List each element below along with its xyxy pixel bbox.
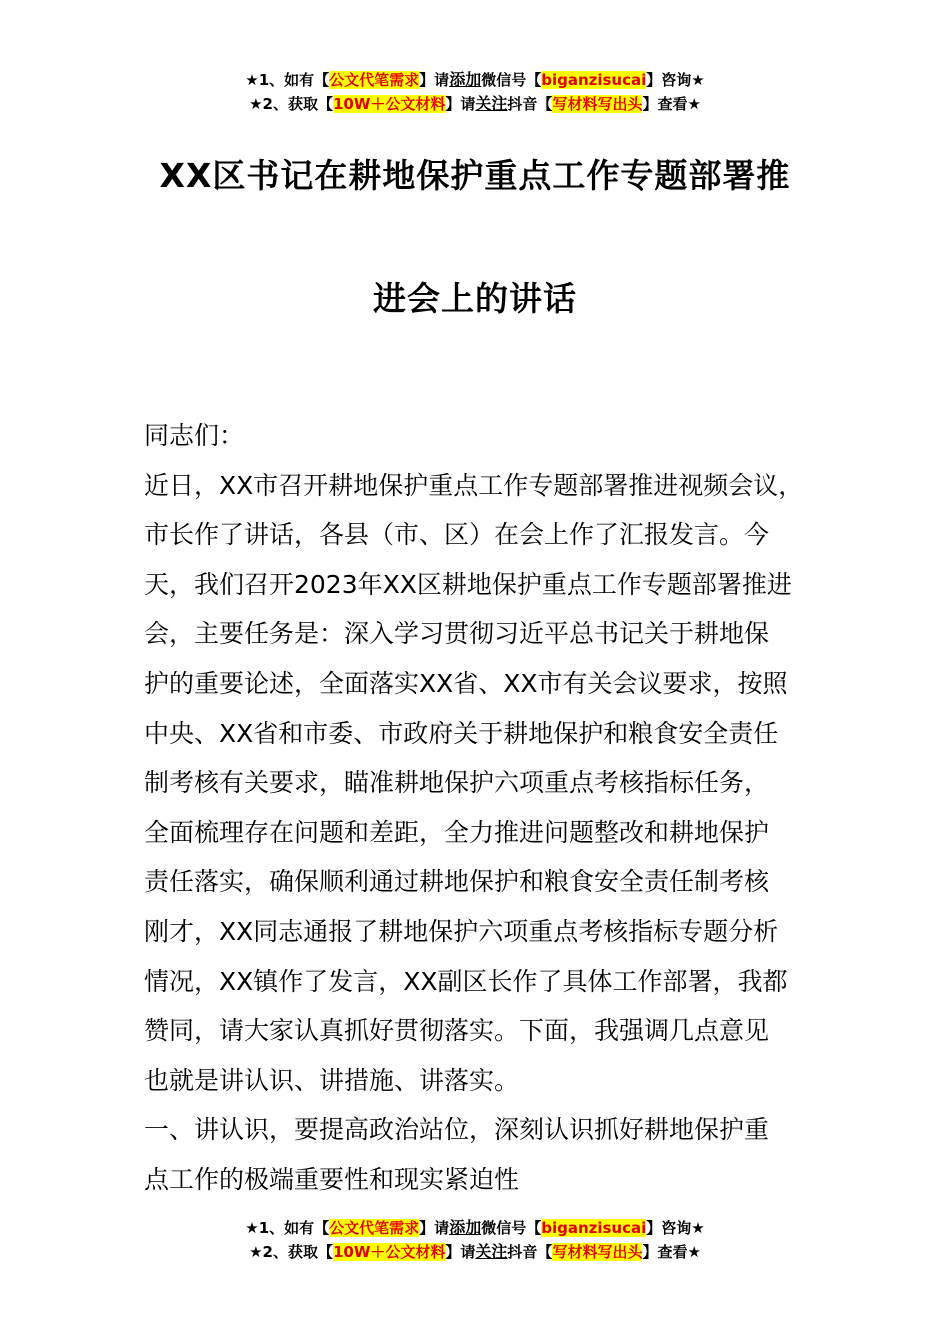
body-line: 全面梳理存在问题和差距，全力推进问题整改和耕地保护 bbox=[144, 817, 770, 847]
body-line: 天，我们召开2023年XX区耕地保护重点工作专题部署推进 bbox=[144, 569, 792, 599]
douyin-account: 写材料写出头 bbox=[552, 95, 643, 113]
body-line: 近日，XX市召开耕地保护重点工作专题部署推进视频会议， bbox=[144, 470, 804, 500]
promo-text: 】请 bbox=[445, 1243, 476, 1261]
body-line: 中央、XX省和市委、市政府关于耕地保护和粮食安全责任 bbox=[144, 718, 779, 748]
body-line: 会，主要任务是：深入学习贯彻习近平总书记关于耕地保 bbox=[144, 619, 770, 649]
promo-text: ★2、获取【 bbox=[249, 1243, 333, 1261]
section-heading-line: 点工作的极端重要性和现实紧迫性 bbox=[144, 1164, 520, 1194]
promo-text: 】查看★ bbox=[642, 1243, 701, 1261]
body-line: 也就是讲认识、讲措施、讲落实。 bbox=[144, 1065, 520, 1095]
document-title-line-1: XX区书记在耕地保护重点工作专题部署推 bbox=[159, 156, 791, 195]
promo-banner-bottom bbox=[0, 1216, 950, 1264]
promo-text: 】请 bbox=[445, 95, 476, 113]
promo-text: 】请 bbox=[419, 71, 450, 89]
speech-body bbox=[144, 411, 834, 1205]
douyin-account: 写材料写出头 bbox=[552, 1243, 643, 1261]
promo-text: ★2、获取【 bbox=[249, 95, 333, 113]
body-line: 市长作了讲话，各县（市、区）在会上作了汇报发言。今 bbox=[144, 520, 770, 550]
promo-line-1 bbox=[0, 68, 950, 92]
body-line: 赞同，请大家认真抓好贯彻落实。下面，我强调几点意见 bbox=[144, 1016, 770, 1046]
body-line: 刚才，XX同志通报了耕地保护六项重点考核指标专题分析 bbox=[144, 916, 779, 946]
highlight-text: 公文代笔需求 bbox=[329, 71, 420, 89]
body-line: 责任落实，确保顺利通过耕地保护和粮食安全责任制考核 bbox=[144, 867, 770, 897]
promo-text: 微信号【 bbox=[481, 1219, 542, 1237]
promo-text: 】咨询★ bbox=[646, 71, 705, 89]
promo-text: 】请 bbox=[419, 1219, 450, 1237]
promo-text: 】查看★ bbox=[642, 95, 701, 113]
highlight-text: 10W＋公文材料 bbox=[332, 1243, 446, 1261]
highlight-text: 10W＋公文材料 bbox=[332, 95, 446, 113]
promo-text: ★1、如有【 bbox=[245, 71, 330, 89]
body-line: 护的重要论述，全面落实XX省、XX市有关会议要求，按照 bbox=[144, 668, 788, 698]
underlined-text: 关注 bbox=[475, 94, 508, 113]
highlight-text: 公文代笔需求 bbox=[329, 1219, 420, 1237]
section-heading-line: 一、讲认识，要提高政治站位，深刻认识抓好耕地保护重 bbox=[144, 1115, 770, 1145]
promo-line-2 bbox=[0, 92, 950, 116]
wechat-id: biganzisucai bbox=[541, 1219, 647, 1237]
promo-line-2 bbox=[0, 1240, 950, 1264]
promo-line-1 bbox=[0, 1216, 950, 1240]
promo-text: 】咨询★ bbox=[646, 1219, 705, 1237]
promo-text: ★1、如有【 bbox=[245, 1219, 330, 1237]
underlined-text: 关注 bbox=[475, 1242, 508, 1261]
promo-text: 微信号【 bbox=[481, 71, 542, 89]
promo-text: 抖音【 bbox=[507, 1243, 553, 1261]
promo-text: 抖音【 bbox=[507, 95, 553, 113]
underlined-text: 添加 bbox=[449, 70, 482, 89]
document-title-line-2: 进会上的讲话 bbox=[373, 279, 577, 318]
body-line: 同志们： bbox=[144, 421, 245, 450]
promo-banner-top bbox=[0, 68, 950, 116]
wechat-id: biganzisucai bbox=[541, 71, 647, 89]
body-line: 情况，XX镇作了发言，XX副区长作了具体工作部署，我都 bbox=[144, 966, 788, 996]
underlined-text: 添加 bbox=[449, 1218, 482, 1237]
body-line: 制考核有关要求，瞄准耕地保护六项重点考核指标任务， bbox=[144, 768, 770, 798]
